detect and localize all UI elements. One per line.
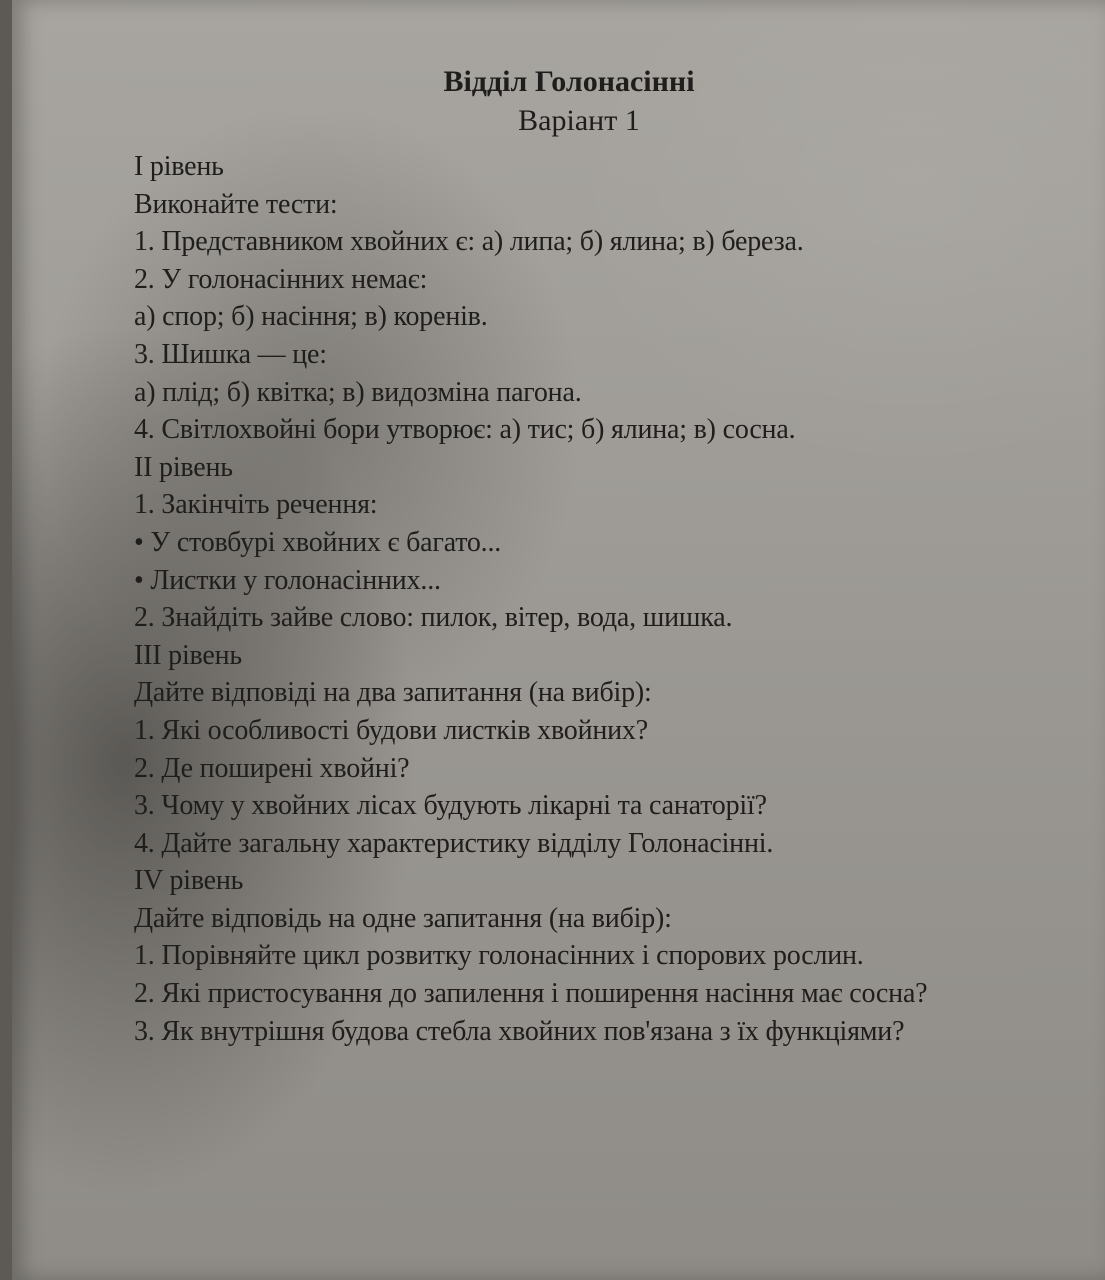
- instruction: Виконайте тести:: [134, 188, 338, 220]
- question-line: 2. Знайдіть зайве слово: пилок, вітер, вода, шишка.: [134, 602, 733, 634]
- paper-sheet: [12, 0, 1105, 1280]
- question-line: 1. Які особливості будови листків хвойних?: [134, 714, 648, 746]
- level-2-heading: ІІ рівень: [134, 451, 233, 483]
- answer-options: а) спор; б) насіння; в) коренів.: [134, 301, 488, 333]
- question-line: 1. Закінчіть речення:: [134, 489, 378, 521]
- page-title: Відділ Голонасінні: [443, 65, 695, 98]
- level-1-heading: І рівень: [134, 151, 224, 182]
- worksheet: [134, 62, 994, 1050]
- variant-label: Варіант 1: [518, 104, 640, 137]
- answer-options: а) плід; б) квітка; в) видозміна пагона.: [134, 376, 582, 408]
- instruction: Дайте відповідь на одне запитання (на вибір):: [134, 902, 672, 934]
- question-line: 2. У голонасінних немає:: [134, 263, 428, 295]
- instruction: Дайте відповіді на два запитання (на вибір):: [134, 677, 652, 709]
- question-line: 3. Чому у хвойних лісах будують лікарні та санаторії?: [134, 790, 767, 822]
- question-line: 2. Де поширені хвойні?: [134, 752, 410, 784]
- bullet-item: • У стовбурі хвойних є багато...: [134, 526, 502, 558]
- question-line: 4. Дайте загальну характеристику відділу Голонасінні.: [134, 827, 774, 859]
- question-paragraph: 2. Які пристосування до запилення і поширення насіння має сосна?: [134, 978, 928, 1010]
- level-3-heading: ІІІ рівень: [134, 639, 242, 671]
- question-paragraph: 3. Як внутрішня будова стебла хвойних пов'язана з їх функціями?: [134, 1015, 905, 1047]
- bullet-item: • Листки у голонасінних...: [134, 564, 441, 596]
- question-line: 1. Представником хвойних є: а) липа; б) ялина; в) береза.: [134, 226, 804, 258]
- question-line: 4. Світлохвойні бори утворює: а) тис; б) ялина; в) сосна.: [134, 414, 796, 446]
- question-line: 3. Шишка — це:: [134, 338, 327, 370]
- question-paragraph: 1. Порівняйте цикл розвитку голонасінних і спорових рослин.: [134, 940, 864, 972]
- level-4-heading: IV рівень: [134, 865, 244, 897]
